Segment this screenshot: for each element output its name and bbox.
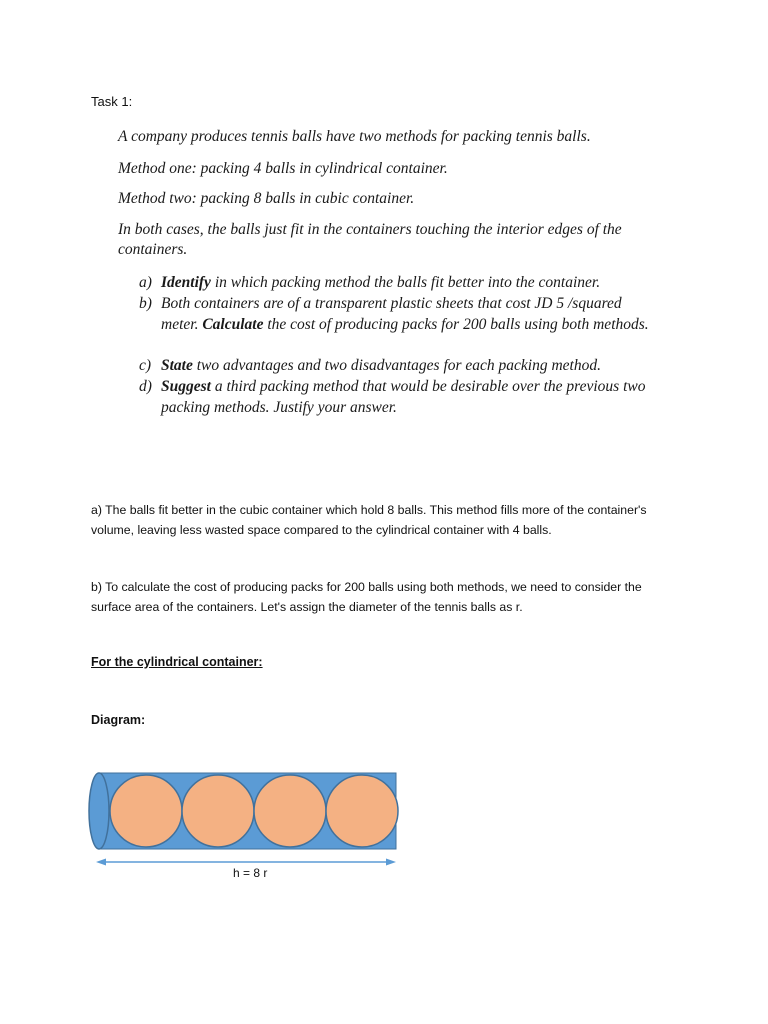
tennis-ball [254,775,326,847]
question-item-b [139,293,659,335]
task-heading: Task 1: [91,94,133,109]
method-one-line: Method one: packing 4 balls in cylindrical container. [118,160,448,177]
item-text [161,293,659,335]
item-label: d) [139,378,152,395]
question-intro-line: A company produces tennis balls have two methods for packing tennis balls. [118,128,591,145]
answer-b: b) To calculate the cost of producing packs for 200 balls using both methods, we need to consider the surface area of the containers. Let's assign the diameter of the tennis balls as r. [91,580,642,614]
height-arrow-left-head [96,859,106,866]
item-body: a third packing method that would be desirable over the previous two packing methods. Justify your answer. [161,378,646,416]
fit-condition-line: In both cases, the balls just fit in the containers touching the interior edges of the containers. [118,221,622,258]
item-label: a) [139,274,152,291]
height-label: h = 8 r [233,866,268,880]
item-keyword: Identify [161,274,211,291]
item-keyword: Calculate [202,316,264,333]
item-text [161,272,600,293]
answer-a: a) The balls fit better in the cubic container which hold 8 balls. This method fills more of the container's volume, leaving less wasted space compared to the cylindrical container with 4 balls. [91,503,647,537]
tennis-ball [110,775,182,847]
item-body: the cost of producing packs for 200 balls using both methods. [263,316,649,333]
method-two-line: Method two: packing 8 balls in cubic container. [118,190,415,207]
cylinder-diagram [86,765,406,875]
diagram-label: Diagram: [91,713,146,727]
item-label: b) [139,295,152,312]
item-keyword: State [161,357,193,374]
question-item-a [139,272,659,293]
item-label: c) [139,357,152,374]
item-text [161,376,659,418]
item-text [161,355,601,376]
item-body-pre: Both containers are of a transparent plastic sheets that cost JD 5 /squared meter. [161,295,622,333]
tennis-ball [182,775,254,847]
cylinder-section-heading: For the cylindrical container: [91,655,263,669]
item-body: in which packing method the balls fit better into the container. [210,274,601,291]
item-body: two advantages and two disadvantages for each packing method. [192,357,601,374]
question-item-c [139,355,659,376]
height-arrow-right-head [386,859,396,866]
item-keyword: Suggest [161,378,211,395]
cylinder-end-cap [89,773,109,849]
tennis-ball [326,775,398,847]
question-item-d [139,376,659,418]
